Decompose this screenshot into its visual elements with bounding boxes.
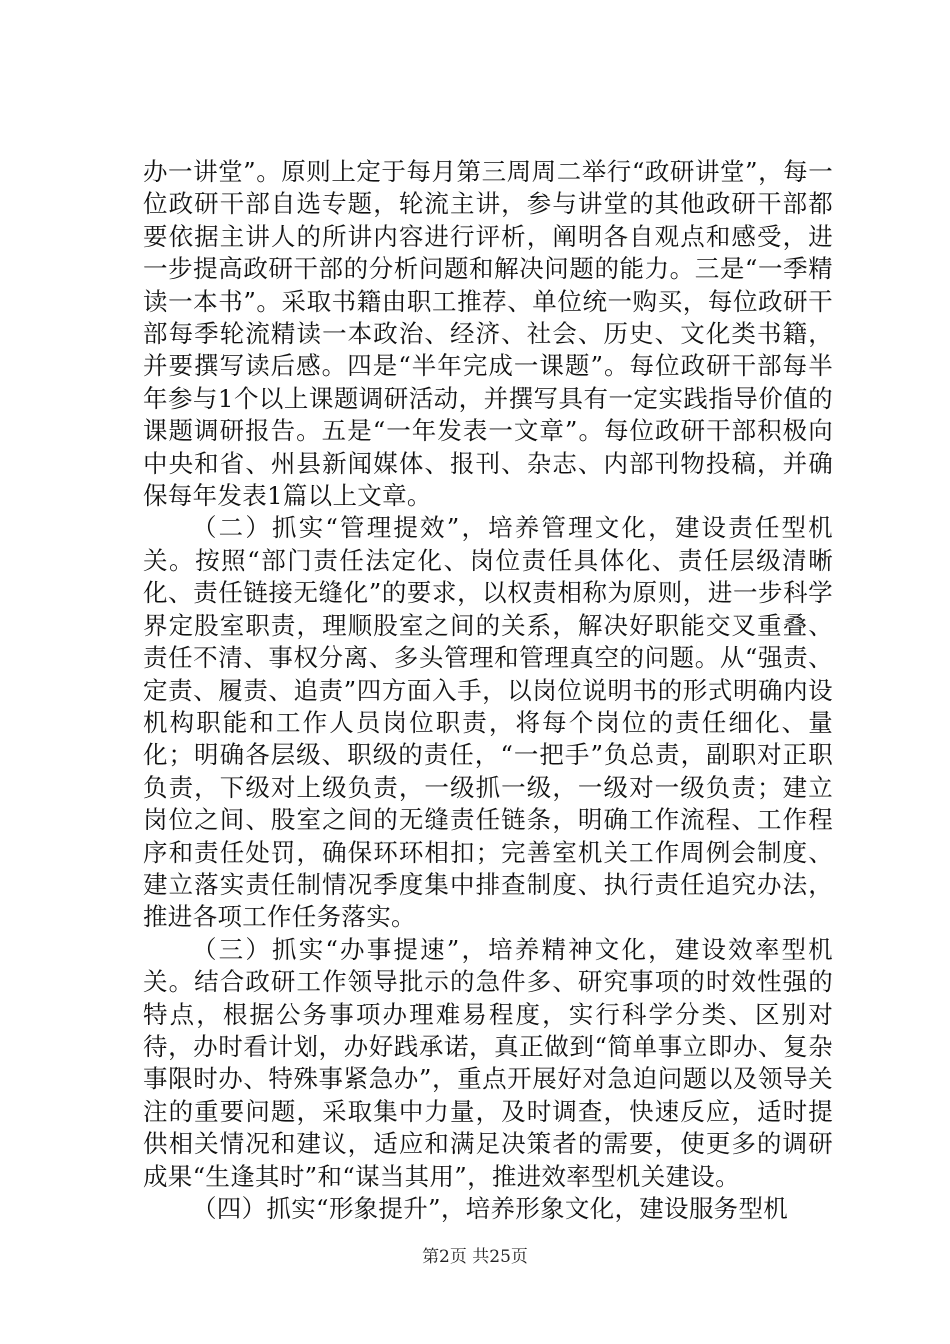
document-body [143, 156, 833, 1225]
paragraph-3: （三）抓实“办事提速”，培养精神文化，建设效率型机关。结合政研工作领导批示的急件多、研究事项的时效性强的特点，根据公务事项办理难易程度，实行科学分类、区别对待，办时看计划，办好践承诺，真正做到“简单事立即办、复杂事限时办、特殊事紧急办”，重点开展好对急迫问题以及领导关注的重要问题，采取集中力量，及时调查，快速反应，适时提供相关情况和建议，适应和满足决策者的需要，使更多的调研成果“生逢其时”和“谋当其用”，推进效率型机关建设。 [143, 934, 833, 1191]
page-number-footer: 第2页 共25页 [422, 1247, 528, 1267]
paragraph-1: 办一讲堂”。原则上定于每月第三周周二举行“政研讲堂”，每一位政研干部自选专题，轮流主讲，参与讲堂的其他政研干部都要依据主讲人的所讲内容进行评析，阐明各自观点和感受，进一步提高政研干部的分析问题和解决问题的能力。三是“一季精读一本书”。采取书籍由职工推荐、单位统一购买，每位政研干部每季轮流精读一本政治、经济、社会、历史、文化类书籍，并要撰写读后感。四是“半年完成一课题”。每位政研干部每半年参与1个以上课题调研活动，并撰写具有一定实践指导价值的课题调研报告。五是“一年发表一文章”。每位政研干部积极向中央和省、州县新闻媒体、报刊、杂志、内部刊物投稿，并确保每年发表1篇以上文章。 [143, 157, 833, 511]
paragraph-2: （二）抓实“管理提效”，培养管理文化，建设责任型机关。按照“部门责任法定化、岗位责任具体化、责任层级清晰化、责任链接无缝化”的要求，以权责相称为原则，进一步科学界定股室职责，理顺股室之间的关系，解决好职能交叉重叠、责任不清、事权分离、多头管理和管理真空的问题。从“强责、定责、履责、追责”四方面入手，以岗位说明书的形式明确内设机构职能和工作人员岗位职责，将每个岗位的责任细化、量化；明确各层级、职级的责任，“一把手”负总责，副职对正职负责，下级对上级负责，一级抓一级，一级对一级负责；建立岗位之间、股室之间的无缝责任链条，明确工作流程、工作程序和责任处罚，确保环环相扣；完善室机关工作周例会制度、建立落实责任制情况季度集中排查制度、执行责任追究办法，推进各项工作任务落实。 [143, 513, 833, 932]
paragraph-4: （四）抓实“形象提升”，培养形象文化，建设服务型机 [192, 1194, 789, 1223]
